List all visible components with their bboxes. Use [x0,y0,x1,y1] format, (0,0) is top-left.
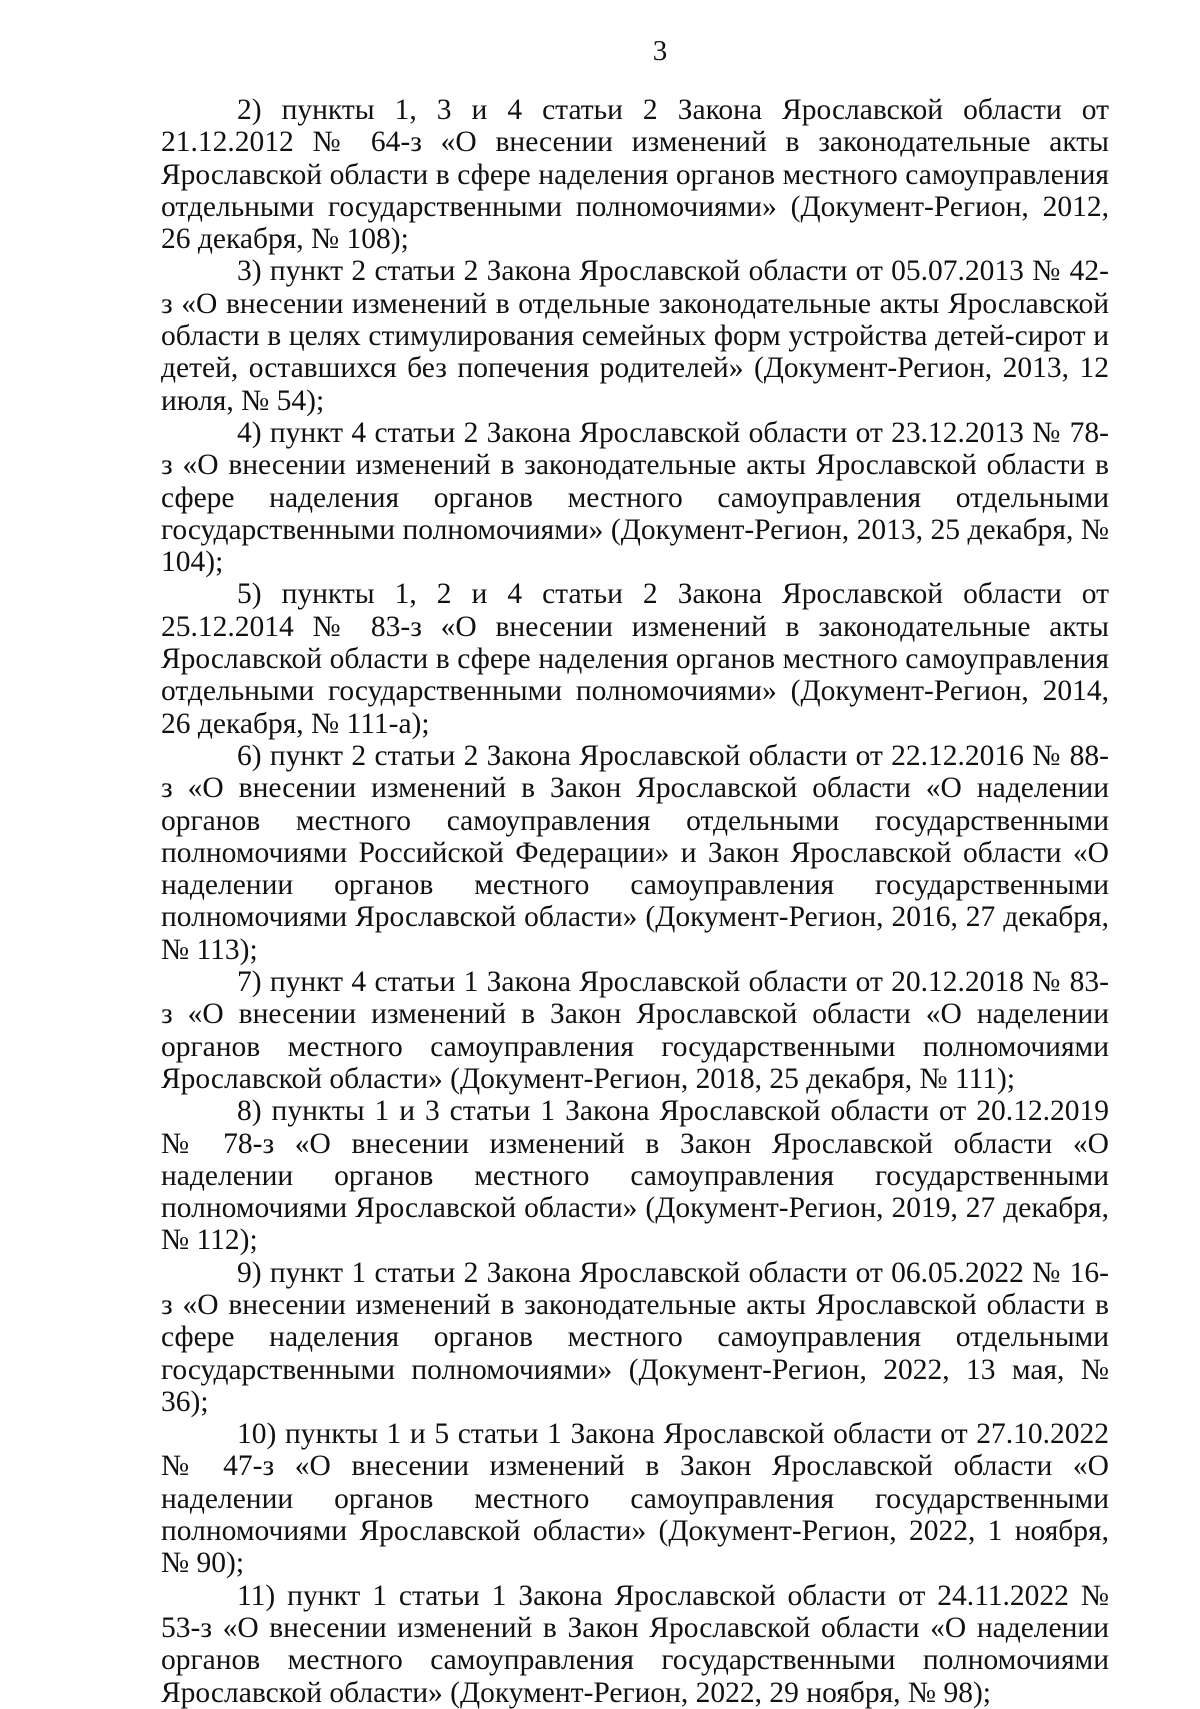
list-item: 8) пункты 1 и 3 статьи 1 Закона Ярославской области от 20.12.2019 № 78-з «О внесении изменений в Закон Ярославской области «О наделении органов местного самоуправления государственными полномочиями Ярославской области» (Документ-Регион, 2019, 27 декабря, № 112); [161,1095,1109,1257]
list-item: 2) пункты 1, 3 и 4 статьи 2 Закона Ярославской области от 21.12.2012 № 64-з «О внесении изменений в законодательные акты Ярославской области в сфере наделения органов местного самоуправления отдельными государственными полномочиями» (Документ-Регион, 2012, 26 декабря, № 108); [161,94,1109,256]
list-item: 7) пункт 4 статьи 1 Закона Ярославской области от 20.12.2018 № 83-з «О внесении изменений в Закон Ярославской области «О наделении органов местного самоуправления государственными полномочиями Ярославской области» (Документ-Регион, 2018, 25 декабря, № 111); [161,966,1109,1095]
list-item: 3) пункт 2 статьи 2 Закона Ярославской области от 05.07.2013 № 42-з «О внесении изменений в отдельные законодательные акты Ярославской области в целях стимулирования семейных форм устройства детей-сирот и детей, оставшихся без попечения родителей» (Документ-Регион, 2013, 12 июля, № 54); [161,255,1109,417]
list-item: 4) пункт 4 статьи 2 Закона Ярославской области от 23.12.2013 № 78-з «О внесении изменений в законодательные акты Ярославской области в сфере наделения органов местного самоуправления отдельными государственными полномочиями» (Документ-Регион, 2013, 25 декабря, № 104); [161,416,1109,579]
list-item: 9) пункт 1 статьи 2 Закона Ярославской области от 06.05.2022 № 16-з «О внесении изменений в законодательные акты Ярославской области в сфере наделения органов местного самоуправления отдельными государственными полномочиями» (Документ-Регион, 2022, 13 мая, № 36); [161,1256,1109,1418]
list-item: 5) пункты 1, 2 и 4 статьи 2 Закона Ярославской области от 25.12.2014 № 83-з «О внесении изменений в законодательные акты Ярославской области в сфере наделения органов местного самоуправления отдельными государственными полномочиями» (Документ-Регион, 2014, 26 декабря, № 111-а); [161,578,1109,740]
list-item: 11) пункт 1 статьи 1 Закона Ярославской области от 24.11.2022 № 53-з «О внесении изменений в Закон Ярославской области «О наделении органов местного самоуправления государственными полномочиями Ярославской области» (Документ-Регион, 2022, 29 ноября, № 98); [161,1579,1109,1709]
page-number: 3 [652,35,668,67]
list-item: 10) пункты 1 и 5 статьи 1 Закона Ярославской области от 27.10.2022 № 47-з «О внесении изменений в Закон Ярославской области «О наделении органов местного самоуправления государственными полномочиями Ярославской области» (Документ-Регион, 2022, 1 ноября, № 90); [161,1418,1109,1580]
list-item: 6) пункт 2 статьи 2 Закона Ярославской области от 22.12.2016 № 88-з «О внесении изменений в Закон Ярославской области «О наделении органов местного самоуправления отдельными государственными полномочиями Российской Федерации» и Закон Ярославской области «О наделении органов местного самоуправления государственными полномочиями Ярославской области» (Документ-Регион, 2016, 27 декабря, № 113); [161,739,1109,966]
document-body [161,94,1109,1709]
